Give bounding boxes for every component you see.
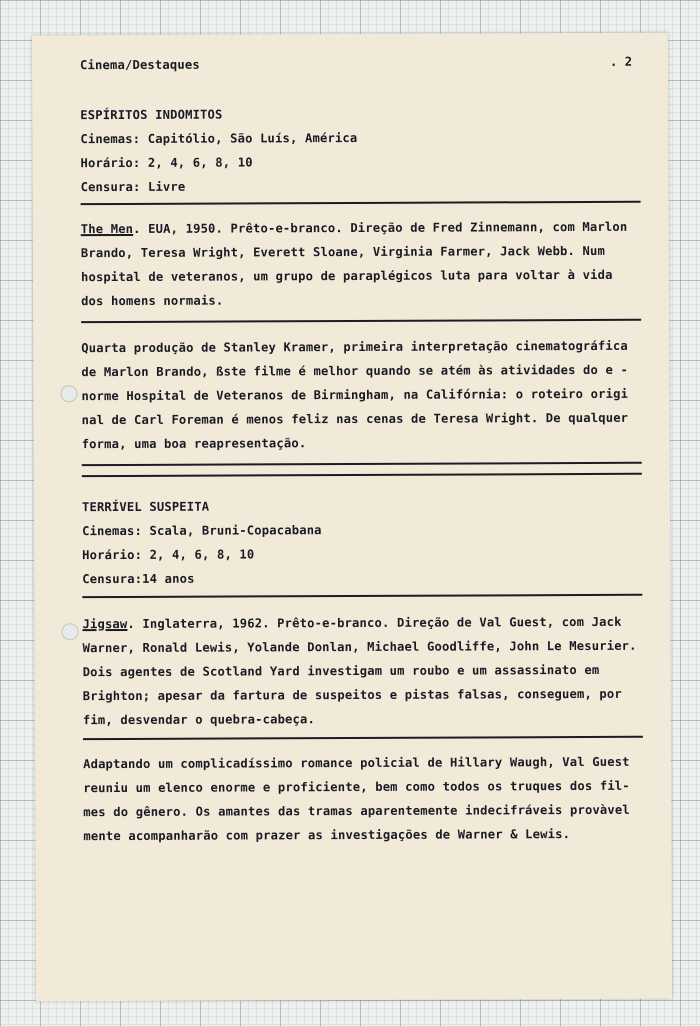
film1-synopsis-line: The Men. EUA, 1950. Prêto-e-branco. Direção de Fred Zinnemann, com Marlon [80, 219, 628, 237]
film2-synopsis-line: Jigsaw. Inglaterra, 1962. Prêto-e-branco. Direção de Val Guest, com Jack [82, 614, 622, 632]
film1-review-line: Quarta produção de Stanley Kramer, primeira interpretação cinematográfica [81, 338, 628, 356]
film1-synopsis-line: Brando, Teresa Wright, Everett Sloane, Virginia Farmer, Jack Webb. Num [80, 243, 605, 261]
punch-hole [61, 623, 78, 640]
film1-synopsis-line: hospital de veteranos, um grupo de paraplégicos luta para voltar à vida [80, 267, 613, 285]
film1-review-line: norme Hospital de Veteranos de Birmingham, na Califórnia: o roteiro origi [81, 386, 629, 404]
film1-cinemas: Cinemas: Capitólio, São Luís, América [80, 130, 358, 147]
divider [83, 736, 643, 740]
film1-synopsis-line: dos homens normais. [81, 293, 224, 309]
divider [82, 462, 642, 466]
section-header: Cinema/Destaques [79, 57, 200, 73]
divider [82, 594, 642, 598]
film1-title: ESPÍRITOS INDOMITOS [80, 107, 223, 123]
film2-horario: Horário: 2, 4, 6, 8, 10 [82, 547, 255, 563]
page-number: . 2 [609, 54, 633, 69]
film2-review-line: Adaptando um complicadíssimo romance policial de Hillary Waugh, Val Guest [83, 754, 630, 772]
divider [81, 201, 641, 205]
typewritten-page [32, 33, 672, 1002]
film2-review-line: reuniu um elenco enorme e proficiente, bem como todos os truques dos fil- [83, 778, 630, 796]
film2-original-title: Jigsaw [82, 616, 128, 632]
film2-censura: Censura:14 anos [82, 571, 195, 587]
film1-review-line: de Marlon Brando, ßste filme é melhor quando se atém às atividades do e - [81, 362, 628, 380]
film2-synopsis-line: Warner, Ronald Lewis, Yolande Donlan, Michael Goodliffe, John Le Mesurier. [82, 638, 637, 656]
film1-original-title: The Men [80, 221, 134, 237]
film2-synopsis-line: fim, desvendar o quebra-cabeça. [82, 712, 316, 728]
film2-synopsis-line: Brighton; apesar da fartura de suspeitos e pistas falsas, conseguem, por [82, 686, 622, 704]
film1-review-line: nal de Carl Foreman é menos feliz nas cenas de Teresa Wright. De qualquer [81, 410, 629, 428]
film1-censura: Censura: Livre [80, 179, 186, 195]
punch-hole [60, 385, 77, 402]
film2-cinemas: Cinemas: Scala, Bruni-Copacabana [82, 523, 322, 539]
film2-synopsis-line: Dois agentes de Scotland Yard investigam um roubo e um assassinato em [82, 662, 600, 680]
film2-title: TERRÍVEL SUSPEITA [81, 499, 210, 515]
divider [82, 473, 642, 477]
film1-horario: Horário: 2, 4, 6, 8, 10 [80, 155, 253, 171]
film2-review-line: mes do gênero. Os amantes das tramas aparentemente indecifráveis provàvel [83, 802, 630, 820]
film1-review-line: forma, uma boa reapresentação. [81, 436, 307, 452]
film2-review-line: mente acompanharão com prazer as investigações de Warner & Lewis. [83, 827, 571, 844]
divider [81, 319, 641, 323]
